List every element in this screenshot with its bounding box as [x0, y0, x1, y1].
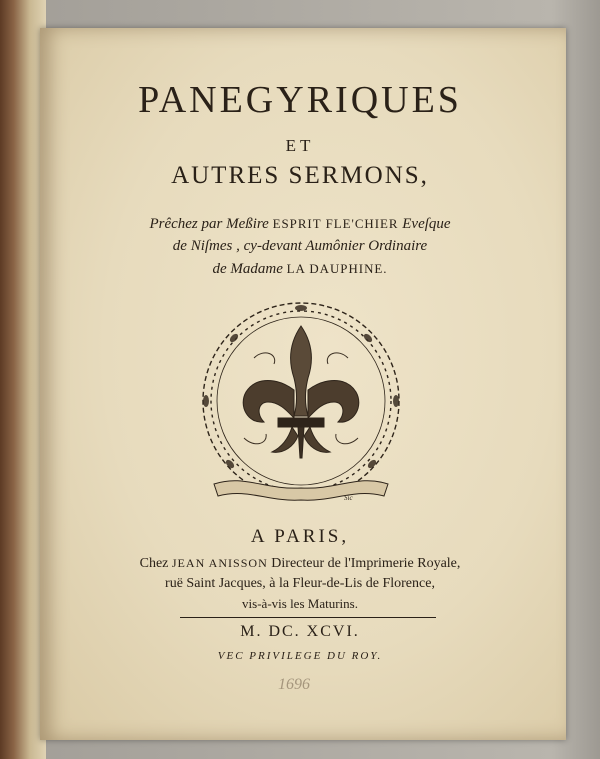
- publisher-name: JEAN ANISSON: [171, 556, 268, 570]
- author-line-2: de Niſmes , cy-devant Aumônier Ordinaire: [172, 238, 428, 254]
- author-line-3-prefix: de Madame: [212, 261, 283, 277]
- title-main: PANEGYRIQUES: [138, 79, 462, 121]
- author-line-1: [0, 216, 600, 233]
- author-name: ESPRIT FLE'CHIER: [272, 217, 399, 231]
- handwritten-note: 1696: [278, 676, 310, 693]
- author-line-3: [0, 261, 600, 278]
- imprint-place: A PARIS,: [250, 526, 350, 547]
- imprint-line-1: [0, 556, 600, 572]
- title-conjunction: ET: [285, 136, 315, 155]
- royal-privilege: VEC PRIVILEGE DU ROY.: [217, 650, 383, 662]
- imprint-line-1-prefix: Chez: [139, 556, 169, 571]
- imprint-line-1-suffix: Directeur de l'Imprimerie Royale,: [271, 556, 461, 571]
- divider-rule: [180, 617, 436, 618]
- engraver-signature: Sic: [344, 494, 353, 502]
- fleur-de-lis-wreath-svg: [194, 298, 408, 512]
- publication-year: M. DC. XCVI.: [240, 623, 360, 640]
- imprint-line-2: ruë Saint Jacques, à la Fleur-de-Lis de Florence,: [165, 576, 435, 591]
- title-subtitle: AUTRES SERMONS,: [171, 162, 429, 189]
- author-line-1-suffix: Eveſque: [402, 216, 451, 232]
- author-line-1-prefix: Prêchez par Meßire: [149, 216, 269, 232]
- fleur-de-lis-icon: [194, 298, 408, 512]
- dauphine-name: LA DAUPHINE.: [286, 262, 388, 276]
- imprint-line-3: vis-à-vis les Maturins.: [242, 596, 358, 611]
